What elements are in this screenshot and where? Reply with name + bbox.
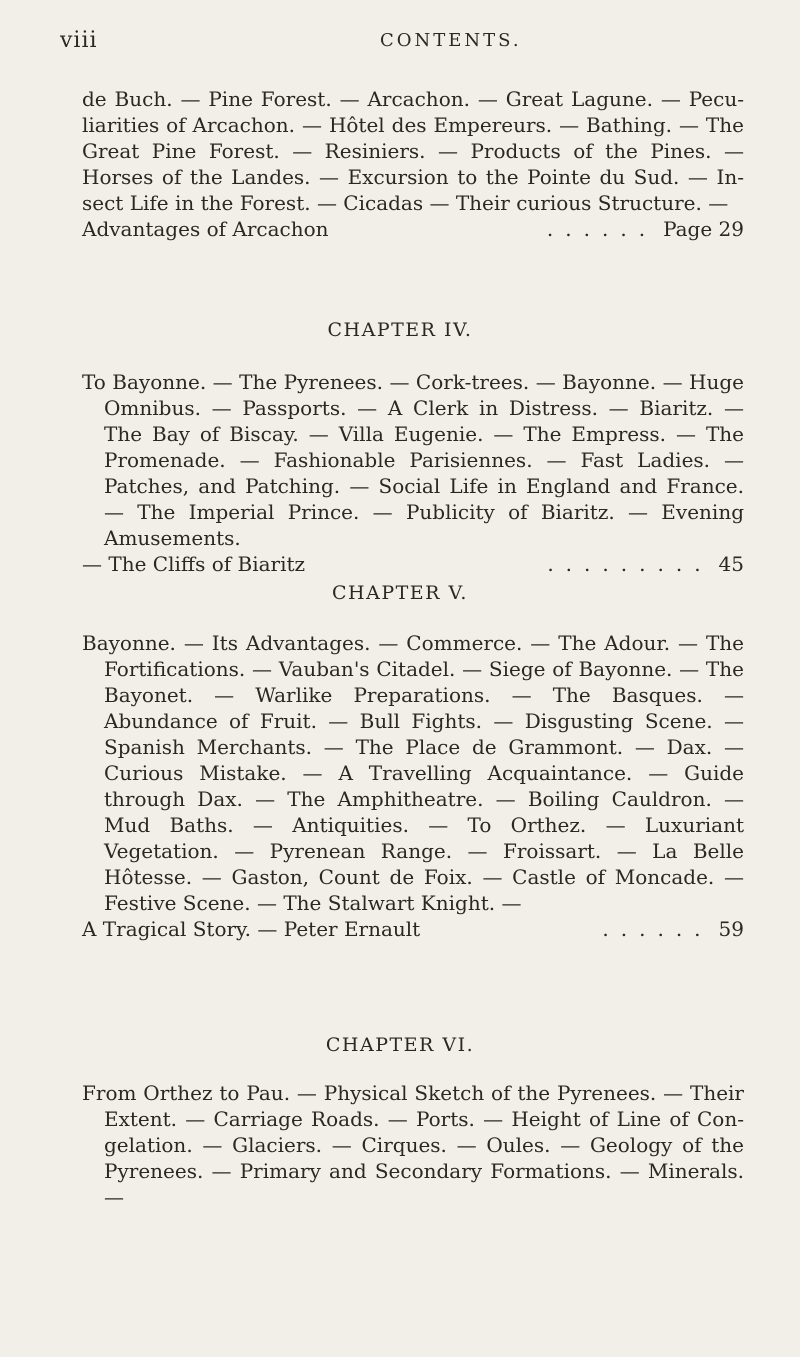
chapter-vi-text: From Orthez to Pau. — Physical Sketch of the Pyrenees. — Their Extent. — Carriage Roads. — Ports. — Height of Line of Congelation. — Glaciers. — Cirques. — Oules. — Geology of the Pyrenees. — Primary and Secondary Formations. — Minerals. — <box>82 1081 744 1209</box>
chapter-iv-last-line <box>82 551 744 577</box>
chapter-iv-last-text: — The Cliffs of Biaritz <box>82 552 306 576</box>
chapter-iv-page-ref: 45 <box>718 552 744 576</box>
chapter-heading-iv: CHAPTER IV. <box>327 319 473 341</box>
intro-page-ref: Page 29 <box>663 217 744 241</box>
dot-leader: ...... <box>602 917 713 941</box>
intro-entry-last-text: Advantages of Arcachon <box>82 217 329 241</box>
chapter-iv-text: To Bayonne. — The Pyrenees. — Cork-trees. — Bayonne. — Huge Omnibus. — Passports. — A Clerk in Distress. — Biaritz. — The Bay of Biscay. — Villa Eugenie. — The Empress. — The Promenade. — Fashionable Parisiennes. — Fast Ladies. — Patches, and Patching. — Social Life in England and France. — The Imperial Prince. — Publicity of Biaritz. — Evening Amusements. <box>82 370 744 550</box>
chapter-v-page-ref: 59 <box>718 917 744 941</box>
intro-entry-text: de Buch. — Pine Forest. — Arcachon. — Great Lagune. — Peculiarities of Arcachon. — Hôtel des Empereurs. — Bathing. — The Great Pine Forest. — Resiniers. — Products of the Pines. — Horses of the Landes. — Excursion to the Pointe du Sud. — Insect Life in the Forest. — Cicadas — Their curious Structure. — <box>82 87 744 215</box>
chapter-vi-entry <box>82 1080 744 1210</box>
intro-entry-last-line <box>82 216 744 242</box>
intro-entry <box>82 86 744 242</box>
chapter-v-last-line <box>82 916 744 942</box>
chapter-iv-entry <box>82 369 744 577</box>
chapter-v-last-text: A Tragical Story. — Peter Ernault <box>82 917 421 941</box>
running-head <box>60 28 760 58</box>
dot-leader: ......... <box>547 552 713 576</box>
dot-leader: ...... <box>546 217 658 241</box>
chapter-heading-vi: CHAPTER VI. <box>325 1034 475 1056</box>
page-number: viii <box>60 28 98 53</box>
chapter-v-entry <box>82 630 744 942</box>
chapter-v-text: Bayonne. — Its Advantages. — Commerce. — The Adour. — The Fortifications. — Vauban's Citadel. — Siege of Bayonne. — The Bayonet. — Warlike Preparations. — The Basques. — Abundance of Fruit. — Bull Fights. — Disgusting Scene. — Spanish Merchants. — The Place de Grammont. — Dax. — Curious Mistake. — A Travelling Acquaintance. — Guide through Dax. — The Amphitheatre. — Boiling Cauldron. — Mud Baths. — Antiquities. — To Orthez. — Luxuriant Vegetation. — Pyrenean Range. — Froissart. — La Belle Hôtesse. — Gaston, Count de Foix. — Castle of Moncade. — Festive Scene. — The Stalwart Knight. — <box>82 631 744 915</box>
chapter-heading-v: CHAPTER V. <box>332 582 468 604</box>
running-title: CONTENTS. <box>380 30 522 51</box>
